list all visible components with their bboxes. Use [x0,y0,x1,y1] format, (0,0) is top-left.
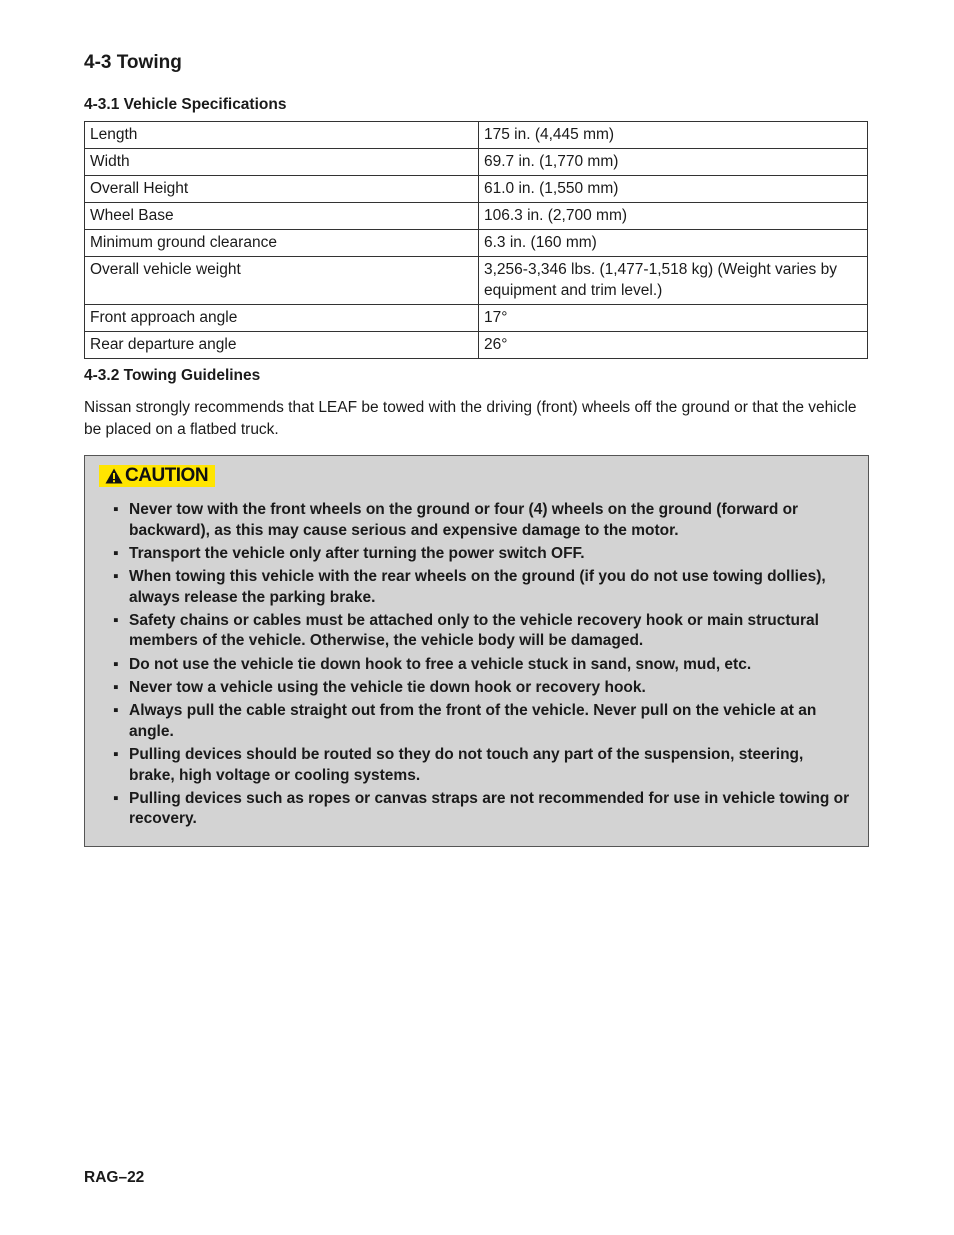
spec-value: 175 in. (4,445 mm) [479,122,868,149]
table-row [85,149,868,176]
spec-label: Front approach angle [85,305,479,332]
spec-value: 17° [479,305,868,332]
page-title: 4-3 Towing [84,52,182,73]
spec-label: Overall Height [85,176,479,203]
table-row [85,230,868,257]
caution-item-text: When towing this vehicle with the rear wheels on the ground (if you do not use towing dollies), always release the parking brake. [129,568,826,606]
square-bullet-icon: ▪ [113,789,119,807]
caution-box [84,455,869,847]
warning-triangle-icon [105,468,123,484]
list-item [113,611,853,652]
list-item [113,655,853,676]
spec-label: Rear departure angle [85,332,479,359]
towing-intro-paragraph: Nissan strongly recommends that LEAF be towed with the driving (front) wheels off the ground or that the vehicle be placed on a flatbed truck. [84,399,857,438]
square-bullet-icon: ▪ [113,501,119,518]
table-row [85,122,868,149]
list-item [113,678,853,699]
spec-label: Minimum ground clearance [85,230,479,257]
table-row [85,332,868,359]
list-item [113,789,853,830]
square-bullet-icon: ▪ [113,678,119,696]
list-item [113,745,853,786]
square-bullet-icon: ▪ [113,544,119,562]
caution-badge [99,465,215,487]
page-number: RAG–22 [84,1169,145,1186]
table-row [85,257,868,305]
caution-item-text: Safety chains or cables must be attached only to the vehicle recovery hook or main structural members of the vehicle. Otherwise, the vehicle body will be damaged. [129,611,819,650]
caution-item-text: Pulling devices such as ropes or canvas straps are not recommended for use in vehicle towing or recovery. [129,789,850,828]
caution-item-text: Never tow with the front wheels on the ground or four (4) wheels on the ground (forward or backward), as this may cause serious and expensive damage to the motor. [129,501,799,539]
spec-label: Width [85,149,479,176]
square-bullet-icon: ▪ [113,655,119,673]
caution-label: CAUTION [125,465,209,486]
spec-value: 106.3 in. (2,700 mm) [479,203,868,230]
square-bullet-icon: ▪ [113,746,119,764]
list-item [113,701,853,742]
square-bullet-icon: ▪ [113,702,119,720]
spec-value: 6.3 in. (160 mm) [479,230,868,257]
square-bullet-icon: ▪ [113,568,119,586]
spec-value: 3,256-3,346 lbs. (1,477-1,518 kg) (Weight varies by equipment and trim level.) [479,257,868,305]
caution-item-text: Always pull the cable straight out from the front of the vehicle. Never pull on the vehicle at an angle. [129,702,817,740]
square-bullet-icon: ▪ [113,611,119,629]
towing-guidelines-heading: 4-3.2 Towing Guidelines [84,367,261,384]
spec-value: 69.7 in. (1,770 mm) [479,149,868,176]
table-row [85,203,868,230]
table-row [85,176,868,203]
spec-label: Wheel Base [85,203,479,230]
list-item [113,567,853,608]
vehicle-specifications-heading: 4-3.1 Vehicle Specifications [84,96,287,113]
spec-label: Length [85,122,479,149]
caution-item-text: Never tow a vehicle using the vehicle tie down hook or recovery hook. [129,678,646,696]
caution-item-text: Pulling devices should be routed so they do not touch any part of the suspension, steering, brake, high voltage or cooling systems. [129,746,804,784]
vehicle-specifications-table [84,121,868,359]
caution-item-text: Transport the vehicle only after turning the power switch OFF. [129,544,585,562]
list-item [113,544,853,565]
caution-item-text: Do not use the vehicle tie down hook to free a vehicle stuck in sand, snow, mud, etc. [129,655,752,673]
spec-value: 26° [479,332,868,359]
list-item [113,500,853,541]
caution-list [113,500,853,833]
spec-label: Overall vehicle weight [85,257,479,305]
table-row [85,305,868,332]
spec-value: 61.0 in. (1,550 mm) [479,176,868,203]
